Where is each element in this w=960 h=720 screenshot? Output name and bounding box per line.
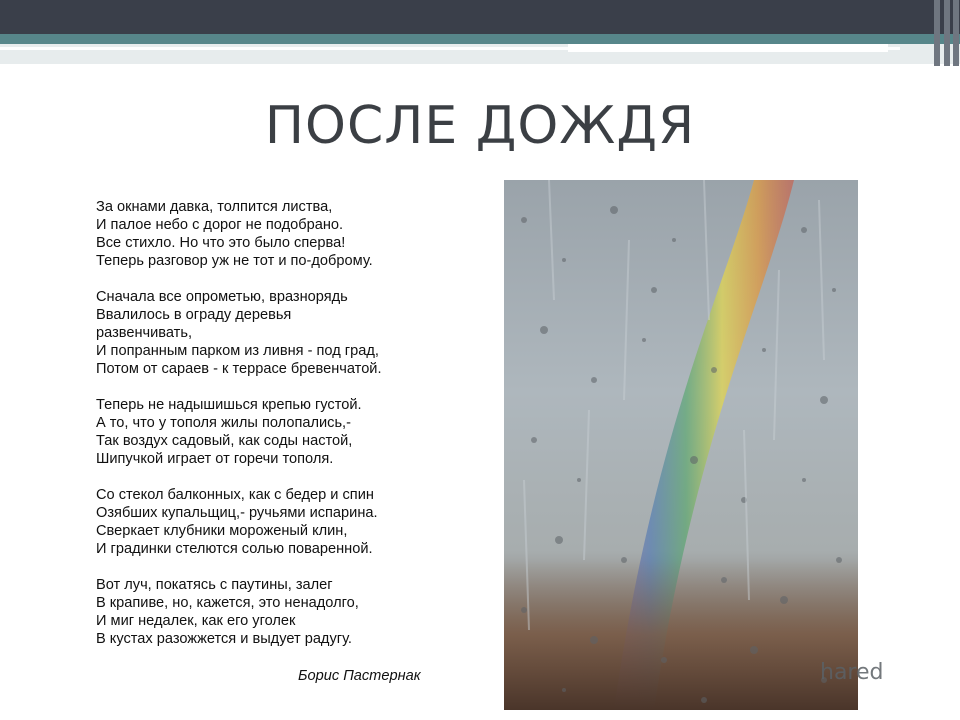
poem-line: Шипучкой играет от горечи тополя.	[96, 451, 334, 467]
poem-line: развенчивать,	[96, 325, 193, 341]
poem-line: Теперь разговор уж не тот и по-доброму.	[96, 253, 373, 269]
poem-line: Сначала все опрометью, вразнорядь	[96, 289, 348, 305]
poem-line: В кустах разожжется и выдует радугу.	[96, 631, 352, 647]
poem-line: И градинки стелются солью поваренной.	[96, 541, 373, 557]
poem-stanza	[96, 576, 471, 648]
poem-line: И попранным парком из ливня - под град,	[96, 343, 379, 359]
poem-line: Все стихло. Но что это было сперва!	[96, 235, 346, 251]
ground-haze	[504, 560, 858, 710]
poem-stanza	[96, 288, 471, 378]
poem-line: Сверкает клубники мороженый клин,	[96, 523, 348, 539]
poem-line: Теперь не надышишься крепью густой.	[96, 397, 362, 413]
poem-stanza	[96, 198, 471, 270]
poem-stanza	[96, 486, 471, 558]
top-header-bar	[0, 0, 960, 34]
watermark-text: hared	[820, 660, 884, 685]
poem-line: Потом от сараев - к террасе бревенчатой.	[96, 361, 382, 377]
poem-line: Вот луч, покатясь с паутины, залег	[96, 577, 333, 593]
poem-text	[96, 198, 471, 666]
header-accent-band	[0, 34, 960, 44]
header-corner-bar	[953, 0, 959, 66]
header-corner-bar	[944, 0, 950, 66]
header-band-gap	[568, 44, 888, 52]
poem-author: Борис Пастернак	[298, 668, 421, 684]
poem-line: А то, что у тополя жилы полопались,-	[96, 415, 351, 431]
rainy-window-rainbow-photo	[504, 180, 858, 710]
photo-illustration	[504, 180, 858, 710]
poem-line: И палое небо с дорог не подобрано.	[96, 217, 344, 233]
poem-line: Озябших купальщиц,- ручьями испарина.	[96, 505, 378, 521]
header-corner-bar	[934, 0, 940, 66]
poem-line: Ввалилось в ограду деревья	[96, 307, 292, 323]
poem-line: За окнами давка, толпится листва,	[96, 199, 333, 215]
poem-stanza	[96, 396, 471, 468]
slide-title: ПОСЛЕ ДОЖДЯ	[264, 96, 696, 156]
poem-line: Так воздух садовый, как соды настой,	[96, 433, 353, 449]
poem-line: Со стекол балконных, как с бедер и спин	[96, 487, 374, 503]
poem-line: И миг недалек, как его уголек	[96, 613, 296, 629]
poem-line: В крапиве, но, кажется, это ненадолго,	[96, 595, 359, 611]
